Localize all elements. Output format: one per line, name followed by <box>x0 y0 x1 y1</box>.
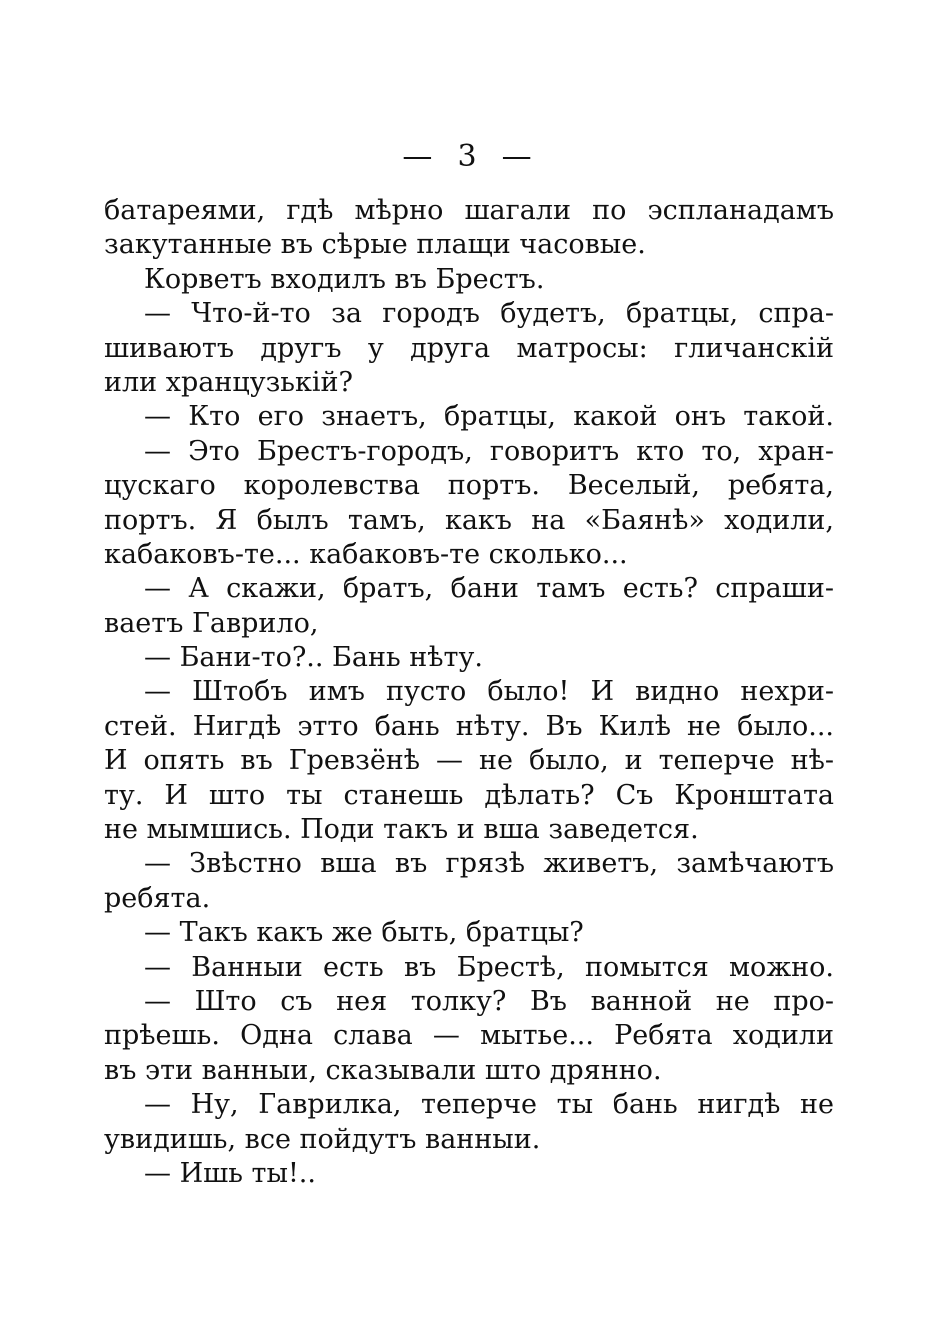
paragraph-start-line: — Это Брестъ-городъ, говоритъ кто то, хран- <box>144 435 834 467</box>
paragraph-start-line: — Кто его знаетъ, братцы, какой онъ такой. <box>144 401 834 433</box>
body-text <box>104 194 834 1191</box>
text-line: ту. И што ты станешь дѣлать? Съ Кронштата <box>104 779 834 811</box>
text-line: увидишь, все пойдутъ ванныи. <box>104 1123 541 1155</box>
text-line: И опять въ Гревзёнѣ — не было, и теперче нѣ- <box>104 745 834 777</box>
text-line: шиваютъ другъ у друга матросы: гличанскій <box>104 332 834 364</box>
text-line: въ эти ванныи, сказывали што дрянно. <box>104 1054 662 1086</box>
page-number: — 3 — <box>402 139 534 174</box>
paragraph-start-line: — А скажи, братъ, бани тамъ есть? спраши- <box>144 573 834 605</box>
paragraph-start-line: — Штобъ имъ пусто было! И видно нехри- <box>144 676 834 708</box>
text-line: цускаго королевства портъ. Веселый, ребята, <box>104 470 834 502</box>
text-line: портъ. Я былъ тамъ, какъ на «Баянѣ» ходили, <box>104 504 834 536</box>
paragraph-start-line: — Бани-то?.. Бань нѣту. <box>144 642 483 674</box>
paragraph-start-line: — Ну, Гаврилка, теперче ты бань нигдѣ не <box>144 1089 834 1121</box>
text-line: ребята. <box>104 882 211 914</box>
paragraph-start-line: — Што съ нея толку? Въ ванной не про- <box>144 985 834 1017</box>
text-line: не мымшись. Поди такъ и вша заведется. <box>104 814 699 846</box>
paragraph-start-line: — Такъ какъ же быть, братцы? <box>144 917 584 949</box>
text-line: кабаковъ-те... кабаковъ-те сколько... <box>104 538 628 570</box>
text-line: или хранцузькій? <box>104 366 353 398</box>
paragraph-start-line: Корветъ входилъ въ Брестъ. <box>144 263 545 295</box>
text-line: прѣешь. Одна слава — мытье... Ребята ходили <box>104 1020 834 1052</box>
paragraph-start-line: — Звѣстно вша въ грязѣ живетъ, замѣчаютъ <box>144 848 834 880</box>
paragraph-start-line: — Ванныи есть въ Брестѣ, помытся можно. <box>144 951 834 983</box>
text-line: батареями, гдѣ мѣрно шагали по эспланадамъ <box>104 195 834 226</box>
text-line: стей. Нигдѣ этто бань нѣту. Въ Килѣ не было... <box>104 710 834 742</box>
text-line: ваетъ Гаврило, <box>104 607 319 639</box>
paragraph-start-line: — Ишь ты!.. <box>144 1157 316 1189</box>
paragraph-start-line: — Что-й-то за городъ будетъ, братцы, спра- <box>144 298 834 330</box>
text-line: закутанные въ сѣрые плащи часовые. <box>104 229 646 261</box>
